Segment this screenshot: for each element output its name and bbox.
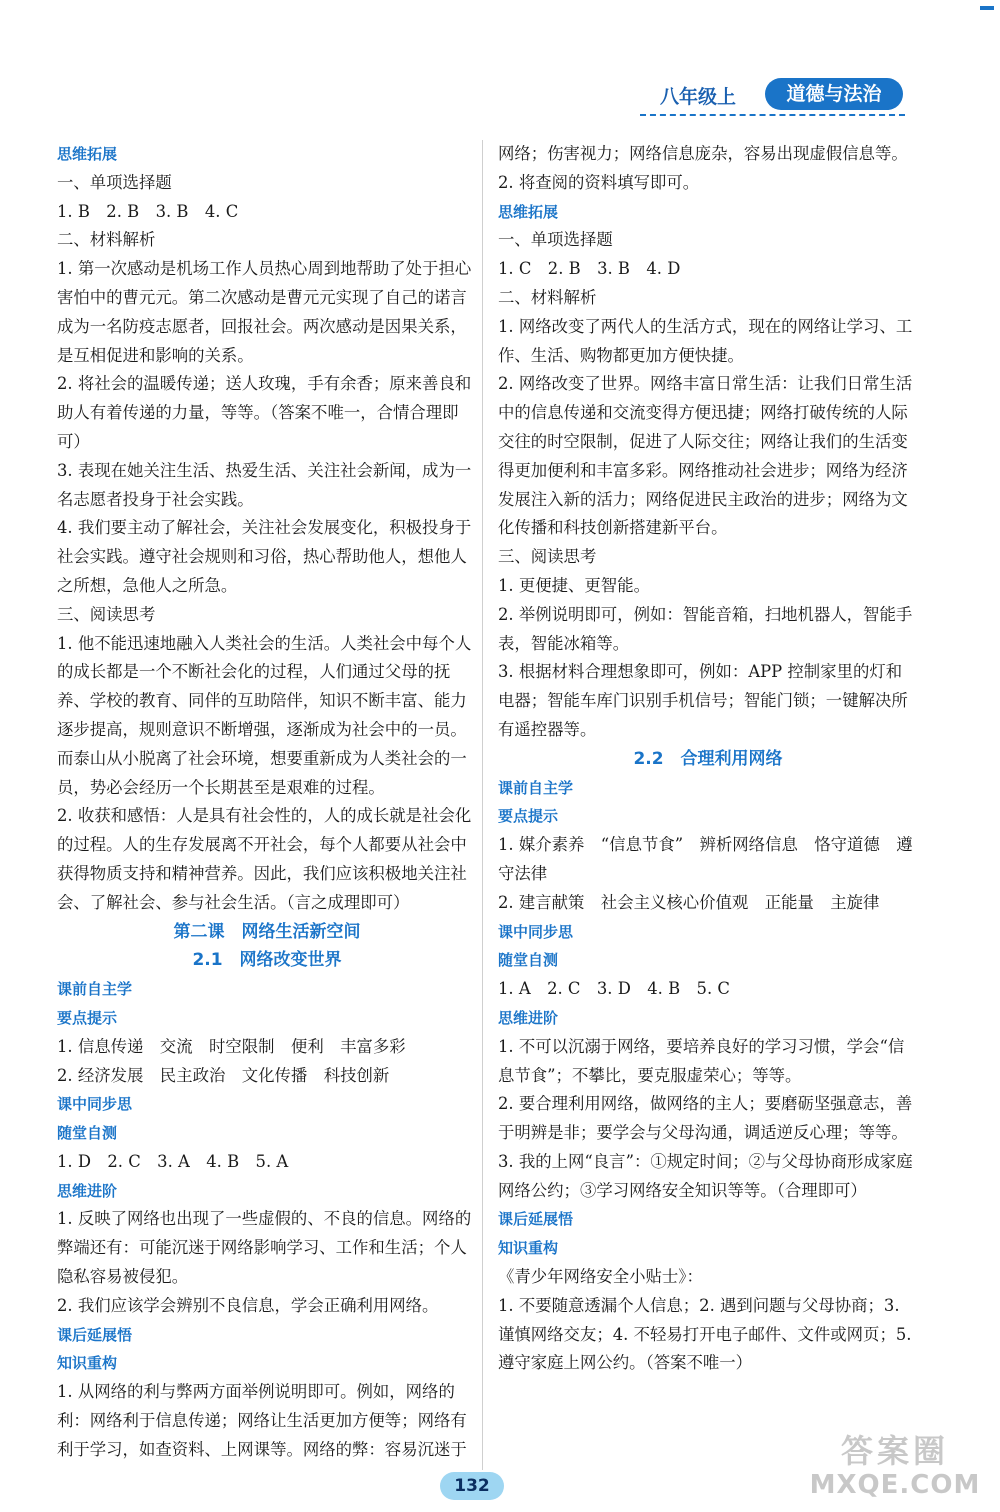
answer-paragraph: 2. 我们应该学会辨别不良信息，学会正确利用网络。 xyxy=(57,1295,439,1315)
subheading: 三、阅读思考 xyxy=(498,547,597,567)
corner-mark xyxy=(980,6,994,10)
answer-line: 1. 更便捷、更智能。 xyxy=(498,575,650,595)
page-number: 132 xyxy=(440,1472,504,1500)
answer-line: 2. 建言献策 社会主义核心价值观 正能量 主旋律 xyxy=(498,892,880,912)
section-heading: 课中同步思 xyxy=(57,1095,133,1114)
section-heading: 思维拓展 xyxy=(57,145,118,163)
subheading: 一、单项选择题 xyxy=(57,172,172,192)
answer-paragraph: 2. 收获和感悟：人是具有社会性的，人的成长就是社会化的过程。人的生存发展离不开社会，每个人都要从社会中获得物质支持和精神营养。因此，我们应该积极地关注社会、了解社会、参与社会生活。（言之成理即可） xyxy=(57,806,472,912)
answer-paragraph: 1. 不可以沉溺于网络，要培养良好的学习习惯，学会“信息节食”；不攀比，要克服虚荣心；等等。 xyxy=(498,1036,905,1085)
subject-badge: 道德与法治 xyxy=(765,78,903,110)
answer-paragraph: 1. 不要随意透漏个人信息；2. 遇到问题与父母协商；3. 谨慎网络交友；4. 不轻易打开电子邮件、文件或网页；5. 遵守家庭上网公约。（答案不唯一） xyxy=(498,1295,912,1373)
section-heading: 知识重构 xyxy=(498,1239,559,1258)
answer-paragraph: 2. 要合理利用网络，做网络的主人；要磨砺坚强意志，善于明辨是非；要学会与父母沟通，调适逆反心理；等等。 xyxy=(498,1094,913,1143)
section-heading: 要点提示 xyxy=(498,807,559,826)
grade-label: 八年级上 xyxy=(660,86,737,108)
answer-paragraph: 1. 从网络的利与弊两方面举例说明即可。例如，网络的利：网络利于信息传递；网络让生活更加方便等；网络有利于学习，如查资料、上网课等。网络的弊：容易沉迷于 xyxy=(57,1382,467,1459)
subheading: 三、阅读思考 xyxy=(57,604,156,624)
answer-paragraph: 1. 反映了网络也出现了一些虚假的、不良的信息。网络的弊端还有：可能沉迷于网络影响学习、工作和生活；个人隐私容易被侵犯。 xyxy=(57,1209,472,1287)
answer-paragraph: 2. 将社会的温暖传递；送人玫瑰，手有余香；原来善良和助人有着传递的力量，等等。（答案不唯一，合情合理即可） xyxy=(57,374,472,451)
answer-paragraph: 3. 我的上网“良言”：①规定时间；②与父母协商形成家庭网络公约；③学习网络安全知识等等。（合理即可） xyxy=(498,1151,913,1200)
column-divider xyxy=(482,140,483,1470)
section-title: 2.2 合理利用网络 xyxy=(633,748,783,769)
subheading: 一、单项选择题 xyxy=(498,230,613,250)
answer-line: 1. A 2. C 3. D 4. B 5. C xyxy=(498,979,730,999)
answer-paragraph: 3. 表现在她关注生活、热爱生活、关注社会新闻，成为一名志愿者投身于社会实践。 xyxy=(57,460,472,509)
answer-paragraph: 1. 他不能迅速地融入人类社会的生活。人类社会中每个人的成长都是一个不断社会化的过程，人们通过父母的抚养、学校的教育、同伴的互助陪伴，知识不断丰富、能力逐步提高，规则意识不断增强，逐渐成为社会中的一员。而泰山从小脱离了社会环境，想要重新成为人类社会的一员，势必会经历一个长期甚至是艰难的过程。 xyxy=(57,633,472,797)
answer-paragraph: 1. 网络改变了两代人的生活方式，现在的网络让学习、工作、生活、购物都更加方便快捷。 xyxy=(498,316,913,365)
subheading: 二、材料解析 xyxy=(498,287,597,307)
answer-paragraph: 3. 根据材料合理想象即可，例如：APP 控制家里的灯和电器；智能车库门识别手机信号；智能门锁；一键解决所有遥控器等。 xyxy=(498,662,908,739)
watermark-url: MXQE.COM xyxy=(809,1470,981,1500)
section-heading: 课中同步思 xyxy=(498,922,574,941)
section-heading: 课后延展悟 xyxy=(498,1210,574,1229)
left-column xyxy=(57,140,477,1465)
section-heading: 思维进阶 xyxy=(498,1008,559,1027)
answer-line: 1. D 2. C 3. A 4. B 5. A xyxy=(57,1151,289,1171)
section-heading: 课前自主学 xyxy=(57,980,133,999)
subheading: 二、材料解析 xyxy=(57,230,156,250)
section-heading: 知识重构 xyxy=(57,1354,118,1373)
answer-paragraph: 2. 举例说明即可，例如：智能音箱，扫地机器人，智能手表，智能冰箱等。 xyxy=(498,604,913,653)
section-title: 2.1 网络改变世界 xyxy=(192,950,342,971)
header-divider xyxy=(640,114,905,116)
answer-paragraph: 4. 我们要主动了解社会，关注社会发展变化，积极投身于社会实践。遵守社会规则和习俗，热心帮助他人，想他人之所想，急他人之所急。 xyxy=(57,518,472,595)
section-heading: 随堂自测 xyxy=(57,1124,118,1143)
page-header xyxy=(640,78,910,118)
section-heading: 课前自主学 xyxy=(498,778,574,797)
answer-paragraph: 网络；伤害视力；网络信息庞杂，容易出现虚假信息等。 xyxy=(498,144,908,163)
answer-line: 1. B 2. B 3. B 4. C xyxy=(57,201,239,221)
right-column xyxy=(498,140,918,1378)
section-heading: 随堂自测 xyxy=(498,951,559,970)
answer-line: 1. C 2. B 3. B 4. D xyxy=(498,259,681,279)
lesson-title: 第二课 网络生活新空间 xyxy=(173,921,361,942)
answer-line: 《青少年网络安全小贴士》： xyxy=(498,1267,703,1287)
watermark-logo-text: 答案圈 xyxy=(840,1432,949,1470)
answer-line: 2. 经济发展 民主政治 文化传播 科技创新 xyxy=(57,1065,390,1085)
section-heading: 思维拓展 xyxy=(498,202,559,221)
answer-paragraph: 1. 第一次感动是机场工作人员热心周到地帮助了处于担心害怕中的曹元元。第二次感动是曹元元实现了自己的诺言成为一名防疫志愿者，回报社会。两次感动是因果关系，是互相促进和影响的关系。 xyxy=(57,259,472,365)
answer-paragraph: 1. 媒介素养 “信息节食” 辨析网络信息 恪守道德 遵守法律 xyxy=(498,835,913,883)
watermark xyxy=(800,1432,990,1500)
answer-paragraph: 2. 网络改变了世界。网络丰富日常生活：让我们日常生活中的信息传递和交流变得方便迅捷；网络打破传统的人际交往的时空限制，促进了人际交往；网络让我们的生活变得更加便利和丰富多彩。网络推动社会进步；网络为经济发展注入新的活力；网络促进民主政治的进步；网络为文化传播和科技创新搭建新平台。 xyxy=(498,374,913,538)
section-heading: 思维进阶 xyxy=(57,1181,118,1200)
answer-line: 2. 将查阅的资料填写即可。 xyxy=(498,172,700,192)
section-heading: 要点提示 xyxy=(57,1008,118,1027)
section-heading: 课后延展悟 xyxy=(57,1325,133,1344)
answer-line: 1. 信息传递 交流 时空限制 便利 丰富多彩 xyxy=(57,1036,406,1056)
